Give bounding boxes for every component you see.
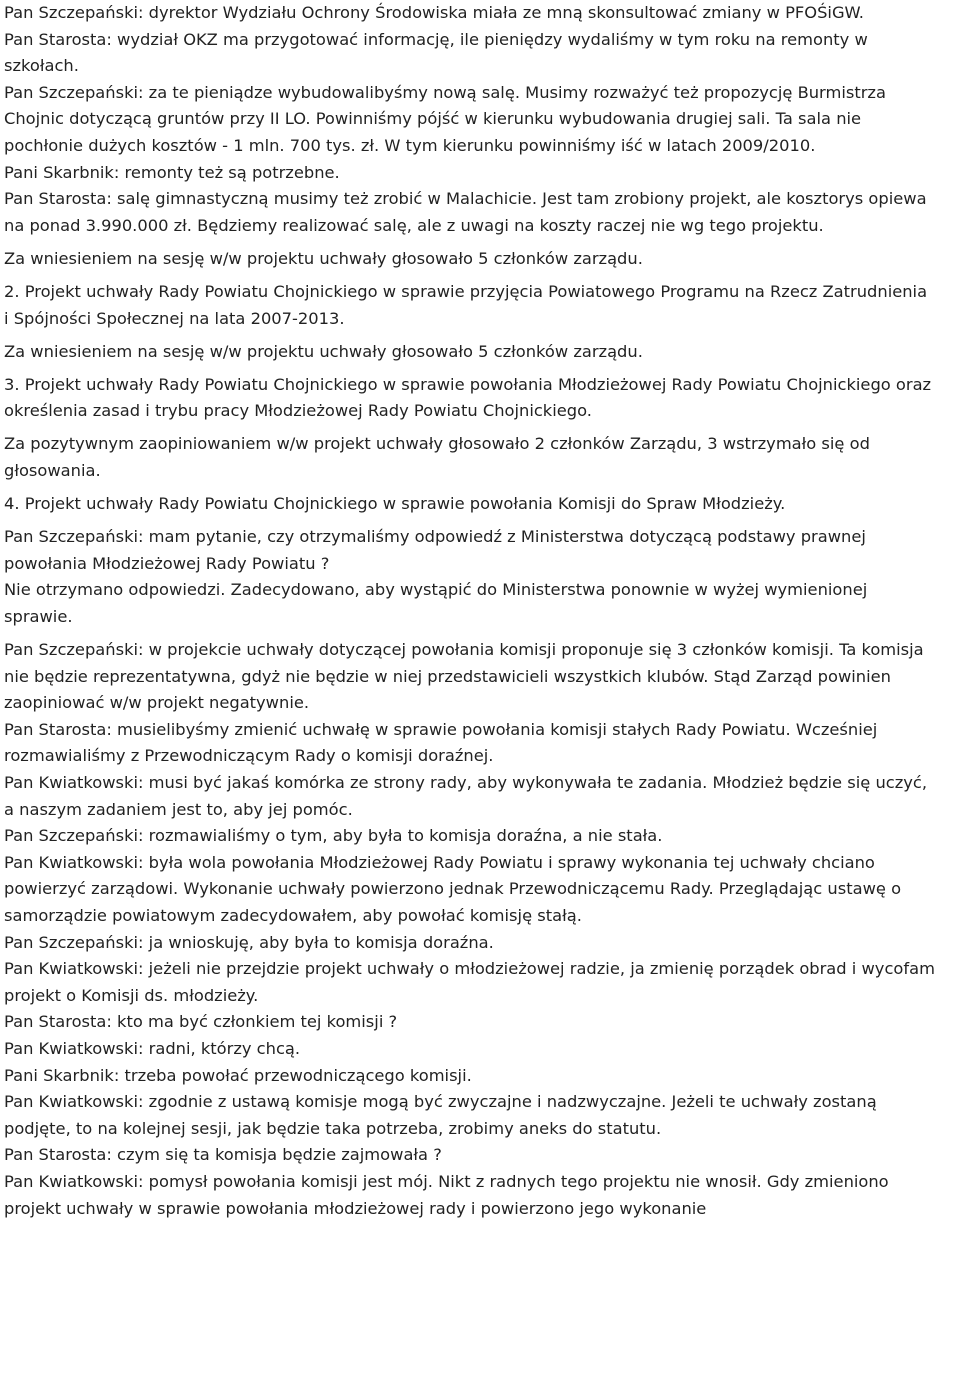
paragraph-kwiatkowski-porzadek: Pan Kwiatkowski: jeżeli nie przejdzie projekt uchwały o młodzieżowej radzie, ja zmienię porządek obrad i wycofam projekt o Komisji ds. młodzieży. xyxy=(4,959,935,1005)
paragraph-skarbnik-przewodniczacy: Pani Skarbnik: trzeba powołać przewodniczącego komisji. xyxy=(4,1065,472,1085)
paragraph-szczepanski-projekt: Pan Szczepański: w projekcie uchwały dotyczącej powołania komisji proponuje się 3 członków komisji. Ta komisja nie będzie reprezentatywna, gdyż nie będzie w niej przedstawicieli wszystkich klubów. Stąd Zarząd powinien zaopiniować w/w projekt negatywnie. xyxy=(4,640,924,713)
paragraph-kwiatkowski-radni: Pan Kwiatkowski: radni, którzy chcą. xyxy=(4,1038,301,1058)
agenda-item-3: 3. Projekt uchwały Rady Powiatu Chojnickiego w sprawie powołania Młodzieżowej Rady Powiatu Chojnickiego oraz określenia zasad i trybu pracy Młodzieżowej Rady Powiatu Chojnickiego. xyxy=(4,374,932,421)
paragraph-starosta-malachicie: Pan Starosta: salę gimnastyczną musimy też zrobić w Malachicie. Jest tam zrobiony projekt, ale kosztorys opiewa na ponad 3.990.000 zł. Będziemy realizować salę, ale z uwagi na koszty raczej nie wg tego projektu. xyxy=(4,189,927,235)
vote-result-1: Za wniesieniem na sesję w/w projektu uchwały głosowało 5 członków zarządu. xyxy=(4,248,643,268)
paragraph-szczepanski-wniosek: Pan Szczepański: ja wnioskuję, aby była to komisja doraźna. xyxy=(4,932,494,952)
paragraph-kwiatkowski-komorka: Pan Kwiatkowski: musi być jakaś komórka ze strony rady, aby wykonywała te zadania. Młodzież będzie się uczyć, a naszym zadaniem jest to, aby jej pomóc. xyxy=(4,773,928,819)
paragraph-szczepanski-dorazna: Pan Szczepański: rozmawialiśmy o tym, aby była to komisja doraźna, a nie stała. xyxy=(4,826,663,846)
paragraph-brak-odpowiedzi: Nie otrzymano odpowiedzi. Zadecydowano, aby wystąpić do Ministerstwa ponownie w wyżej wymienionej sprawie. xyxy=(4,580,868,626)
paragraph-starosta-okz: Pan Starosta: wydział OKZ ma przygotować informację, ile pieniędzy wydaliśmy w tym roku na remonty w szkołach. xyxy=(4,29,868,76)
paragraph-starosta-komisje: Pan Starosta: musielibyśmy zmienić uchwałę w sprawie powołania komisji stałych Rady Powiatu. Wcześniej rozmawialiśmy z Przewodniczącym Rady o komisji doraźnej. xyxy=(4,719,878,766)
agenda-item-4: 4. Projekt uchwały Rady Powiatu Chojnickiego w sprawie powołania Komisji do Spraw Młodzieży. xyxy=(4,494,786,514)
paragraph-szczepanski-pytanie: Pan Szczepański: mam pytanie, czy otrzymaliśmy odpowiedź z Ministerstwa dotyczącą podstawy prawnej powołania Młodzieżowej Rady Powiatu ? xyxy=(4,527,866,573)
vote-result-2: Za wniesieniem na sesję w/w projektu uchwały głosowało 5 członków zarządu. xyxy=(4,341,643,361)
paragraph-szczepanski-sala: Pan Szczepański: za te pieniądze wybudowalibyśmy nową salę. Musimy rozważyć też propozycję Burmistrza Chojnic dotyczącą gruntów przy II LO. Powinniśmy pójść w kierunku wybudowania drugiej sali. Ta sala nie pochłonie dużych kosztów - 1 mln. 700 tys. zł. W tym kierunku powinniśmy iść w latach 2009/2010. xyxy=(4,82,886,155)
vote-result-3: Za pozytywnym zaopiniowaniem w/w projekt uchwały głosowało 2 członków Zarządu, 3 wstrzymało się od głosowania. xyxy=(4,434,870,480)
paragraph-szczepanski-pfosigw: Pan Szczepański: dyrektor Wydziału Ochrony Środowiska miała ze mną skonsultować zmiany w PFOŚiGW. xyxy=(4,3,864,22)
paragraph-skarbnik-remonty: Pani Skarbnik: remonty też są potrzebne. xyxy=(4,162,340,182)
paragraph-starosta-zakres: Pan Starosta: czym się ta komisja będzie zajmowała ? xyxy=(4,1145,442,1165)
paragraph-kwiatkowski-ustawa: Pan Kwiatkowski: zgodnie z ustawą komisje mogą być zwyczajne i nadzwyczajne. Jeżeli te uchwały zostaną podjęte, to na kolejnej sesji, jak będzie taka potrzeba, zrobimy aneks do statutu. xyxy=(4,1092,877,1138)
agenda-item-2: 2. Projekt uchwały Rady Powiatu Chojnickiego w sprawie przyjęcia Powiatowego Programu na Rzecz Zatrudnienia i Spójności Społecznej na lata 2007-2013. xyxy=(4,281,928,328)
paragraph-kwiatkowski-wola: Pan Kwiatkowski: była wola powołania Młodzieżowej Rady Powiatu i sprawy wykonania tej uchwały chciano powierzyć zarządowi. Wykonanie uchwały powierzono jednak Przewodniczącemu Rady. Przeglądając ustawę o samorządzie powiatowym zadecydowałem, aby powołać komisję stałą. xyxy=(4,852,902,925)
paragraph-starosta-czlonek: Pan Starosta: kto ma być członkiem tej komisji ? xyxy=(4,1012,398,1032)
paragraph-kwiatkowski-pomysl: Pan Kwiatkowski: pomysł powołania komisji jest mój. Nikt z radnych tego projektu nie wnosił. Gdy zmieniono projekt uchwały w sprawie powołania młodzieżowej rady i powierzono jego wykonanie xyxy=(4,1171,889,1218)
